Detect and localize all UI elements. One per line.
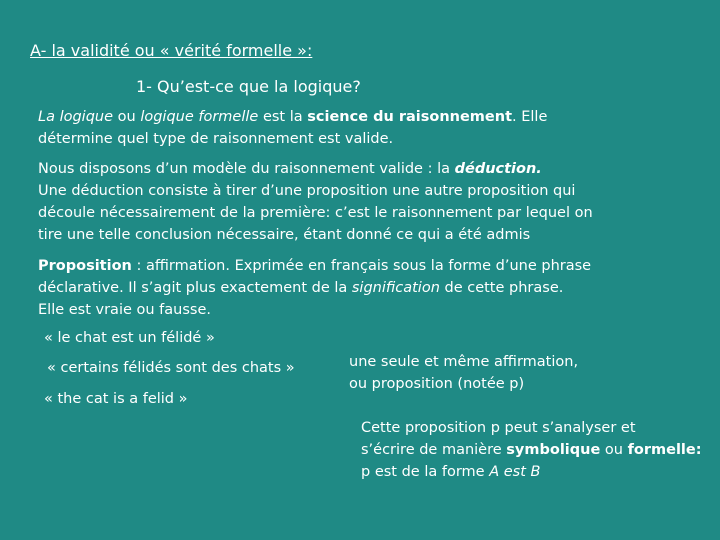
text-segment: de cette phrase. [439, 280, 564, 296]
text-segment: . Elle [512, 109, 548, 125]
deduction-line-4: tire une telle conclusion nécessaire, étant donné ce qui a été admis [38, 227, 531, 243]
text-segment: Nous disposons d’un modèle du raisonnement valide : la [38, 161, 455, 177]
term-proposition: Proposition [38, 258, 132, 274]
term-signification: signification [351, 280, 440, 296]
text-segment: déclarative. Il s’agit plus exactement de la [38, 280, 352, 296]
section-heading: A- la validité ou « vérité formelle »: [30, 41, 313, 60]
example-sentence: « the cat is a felid » [44, 391, 188, 407]
deduction-line-2: Une déduction consiste à tirer d’une proposition une autre proposition qui [38, 183, 576, 199]
term-science-du-raisonnement: science du raisonnement [307, 109, 513, 125]
definition-paragraph [38, 106, 547, 150]
formal-line-1: Cette proposition p peut s’analyser et [361, 420, 636, 436]
text-segment: est la [258, 109, 308, 125]
term-formelle: formelle: [627, 442, 702, 458]
formal-analysis-paragraph [361, 417, 702, 483]
text-segment: ou [113, 109, 141, 125]
text-segment: : affirmation. Exprimée en français sous la forme d’une phrase [131, 258, 592, 274]
examples-note-line-2: ou proposition (notée p) [349, 376, 525, 392]
formula-a-est-b: A est B [489, 464, 541, 480]
formal-line-2 [361, 439, 702, 461]
term-deduction: déduction. [454, 161, 542, 177]
examples-note-line-1: une seule et même affirmation, [349, 354, 579, 370]
examples-note [349, 351, 578, 395]
text-segment: s’écrire de manière [361, 442, 507, 458]
formal-line-3 [361, 461, 702, 483]
term-symbolique: symbolique [506, 442, 601, 458]
example-sentence: « le chat est un félidé » [44, 330, 215, 346]
term-logique: La logique [38, 109, 114, 125]
definition-line-2: détermine quel type de raisonnement est valide. [38, 131, 394, 147]
text-segment: p est de la forme [361, 464, 490, 480]
proposition-paragraph [38, 255, 591, 321]
example-sentence: « certains félidés sont des chats » [47, 360, 295, 376]
definition-line-1 [38, 106, 547, 128]
proposition-line-3: Elle est vraie ou fausse. [38, 302, 211, 318]
proposition-line-2 [38, 277, 591, 299]
subsection-heading: 1- Qu’est-ce que la logique? [136, 77, 361, 96]
deduction-line-3: découle nécessairement de la première: c’est le raisonnement par lequel on [38, 205, 593, 221]
deduction-line-1 [38, 158, 593, 180]
proposition-line-1 [38, 255, 591, 277]
term-logique-formelle: logique formelle [140, 109, 259, 125]
text-segment: ou [600, 442, 628, 458]
deduction-paragraph [38, 158, 593, 246]
